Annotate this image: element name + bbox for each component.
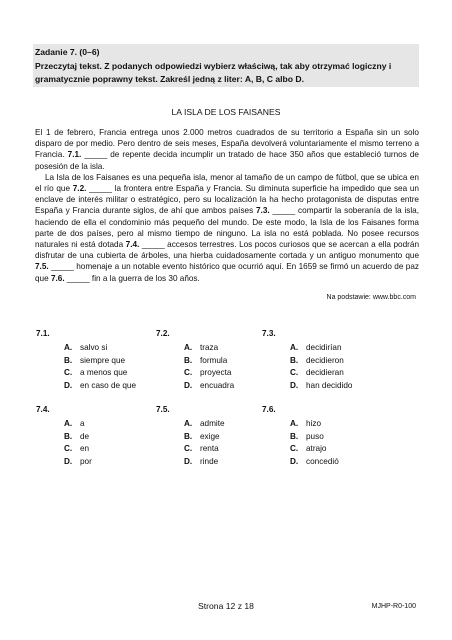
- question-number: 7.5.: [156, 405, 170, 414]
- question-7-2: [156, 329, 234, 393]
- question-number: 7.3.: [262, 329, 276, 338]
- question-7-5: [156, 405, 225, 469]
- question-number: 7.2.: [156, 329, 170, 338]
- question-7-3: [262, 329, 352, 393]
- question-number: 7.4.: [36, 405, 50, 414]
- source-note: Na podstawie: www.bbc.com: [326, 294, 416, 301]
- option-d[interactable]: D. por: [64, 456, 92, 466]
- option-c[interactable]: C. en: [64, 444, 90, 454]
- option-d[interactable]: D. concedió: [290, 456, 339, 466]
- option-c[interactable]: C. decidieran: [290, 368, 344, 378]
- option-d[interactable]: D. rinde: [184, 456, 219, 466]
- option-b[interactable]: B. decidieron: [290, 355, 344, 365]
- option-a[interactable]: A. salvo si: [64, 343, 108, 352]
- option-b[interactable]: B. de: [64, 431, 90, 441]
- gap-7-6-number: 7.6.: [50, 273, 65, 283]
- paragraph-1: El 1 de febrero, Francia entrega unos 2.000 metros cuadrados de su territorio a España sin un solo disparo de por medio. Pero dentro de seis meses, España devolverá voluntariamente el mismo terreno a Francia. 7.1. _____ de repente decida incumplir un tratado de hace 350 años que estableció turnos de posesión de la isla.: [35, 128, 419, 171]
- text-title: LA ISLA DE LOS FAISANES: [171, 107, 281, 117]
- option-a[interactable]: A. a: [64, 419, 85, 428]
- question-7-6: [262, 405, 339, 469]
- option-c[interactable]: C. renta: [184, 444, 219, 454]
- option-a[interactable]: A. traza: [184, 343, 219, 352]
- gap-7-5-number: 7.5.: [35, 262, 49, 272]
- option-b[interactable]: B. puso: [290, 431, 324, 441]
- task-instruction: Przeczytaj tekst. Z podanych odpowiedzi wybierz właściwą, tak aby otrzymać logiczny i gramatycznie poprawny tekst. Zakreśl jedną z liter: A, B, C albo D.: [35, 61, 392, 84]
- option-a[interactable]: A. decidirían: [290, 343, 342, 352]
- exam-code: MJHP-R0-100: [371, 603, 416, 610]
- option-a[interactable]: A. hizo: [290, 419, 322, 428]
- gap-7-3-number: 7.3.: [256, 206, 270, 216]
- option-c[interactable]: C. atrajo: [290, 444, 327, 454]
- option-b[interactable]: B. exige: [184, 431, 220, 441]
- option-b[interactable]: B. siempre que: [64, 355, 126, 365]
- page-number: Strona 12 z 18: [198, 601, 254, 611]
- gap-7-4-number: 7.4.: [125, 240, 140, 250]
- option-d[interactable]: D. han decidido: [290, 380, 353, 390]
- question-number: 7.6.: [262, 405, 276, 414]
- question-number: 7.1.: [36, 329, 50, 338]
- option-c[interactable]: C. a menos que: [64, 368, 128, 378]
- option-a[interactable]: A. admite: [184, 419, 225, 428]
- question-7-4: [36, 405, 92, 469]
- paragraph-2: La Isla de los Faisanes es una pequeña isla, menor al tamaño de un campo de fútbol, que se ubica en el río que 7.2. _____ la frontera entre España y Francia. Su diminuta superficie ha impedido que sea un enclave de interés militar o estratégico, pero su localización la ha hecho protagonista de disputas entre España y Francia durante siglos, de ahí que ambos países 7.3. _____ compartir la soberanía de la isla, haciendo de ella el condominio más pequeño del mundo. De este modo, la Isla de los Faisanes forma parte de dos países, pero al mismo tiempo de ninguno. La isla no está poblada. No posee recursos naturales ni está dotada 7.4. _____ accesos terrestres. Los pocos curiosos que se acercan a ella podrán disfrutar de una cubierta de árboles, una hierba cuidadosamente cortada y un antiguo monumento que 7.5. _____ homenaje a un notable evento histórico que ocurrió aquí. En 1659 se firmó un acuerdo de paz que 7.6. _____ fin a la guerra de los 30 años.: [35, 172, 419, 283]
- gap-7-1-number: 7.1.: [67, 150, 82, 160]
- gap-7-2-number: 7.2.: [72, 184, 87, 194]
- option-d[interactable]: D. encuadra: [184, 380, 235, 390]
- article-text: [35, 127, 419, 284]
- option-c[interactable]: C. proyecta: [184, 368, 232, 378]
- question-7-1: [36, 329, 136, 393]
- option-d[interactable]: D. en caso de que: [64, 380, 136, 390]
- task-title: Zadanie 7. (0–6): [35, 47, 100, 57]
- option-b[interactable]: B. formula: [184, 355, 228, 365]
